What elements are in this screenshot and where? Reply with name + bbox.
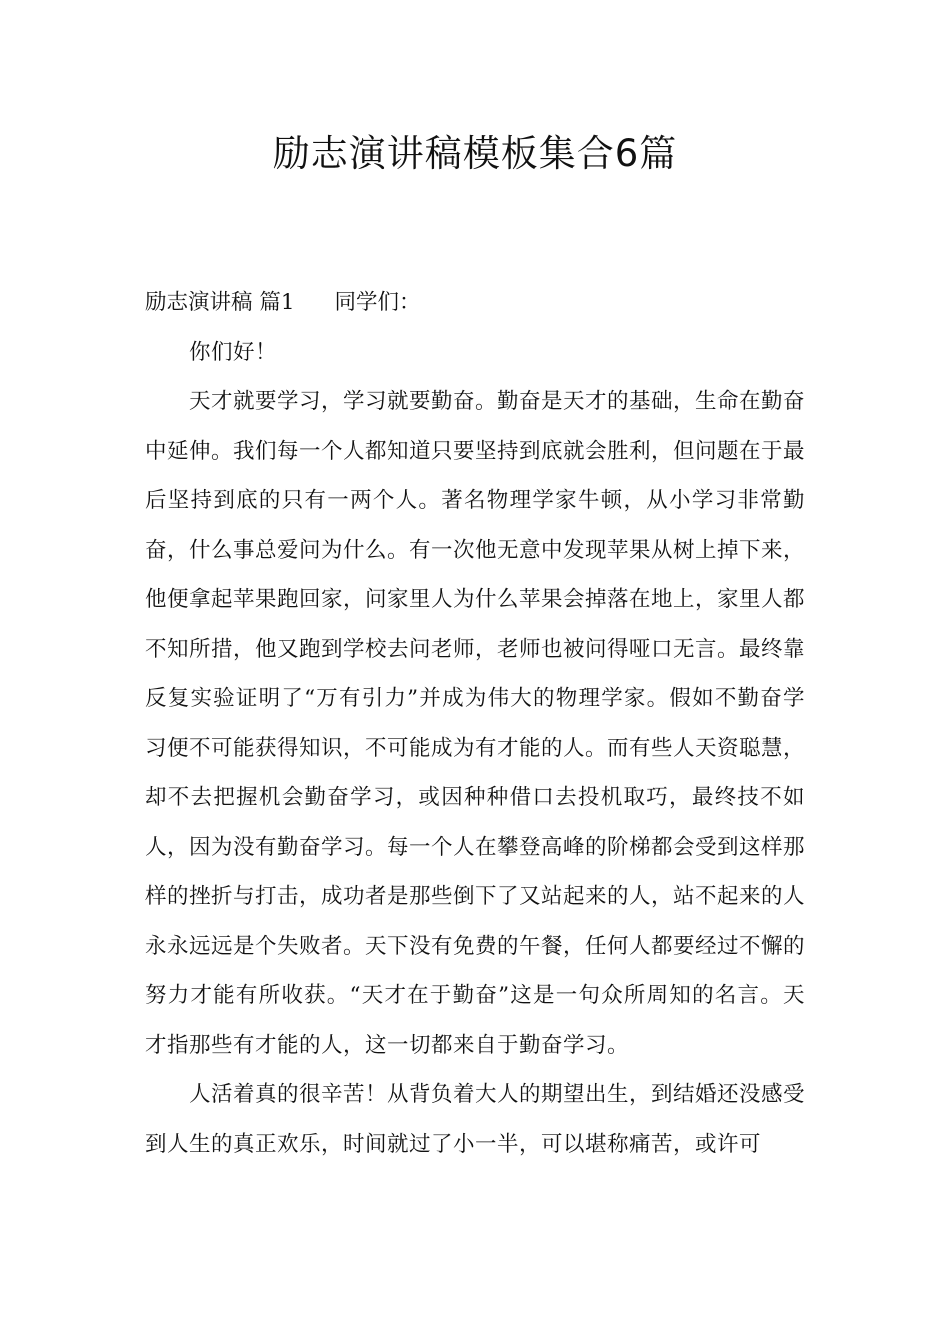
document-body	[145, 278, 805, 1169]
paragraph-main: 天才就要学习，学习就要勤奋。勤奋是天才的基础，生命在勤奋中延伸。我们每一个人都知道只要坚持到底就会胜利，但问题在于最后坚持到底的只有一两个人。著名物理学家牛顿，从小学习非常勤奋，什么事总爱问为什么。有一次他无意中发现苹果从树上掉下来，他便拿起苹果跑回家，问家里人为什么苹果会掉落在地上，家里人都不知所措，他又跑到学校去问老师，老师也被问得哑口无言。最终靠反复实验证明了“万有引力”并成为伟大的物理学家。假如不勤奋学习便不可能获得知识，不可能成为有才能的人。而有些人天资聪慧，却不去把握机会勤奋学习，或因种种借口去投机取巧，最终技不如人，因为没有勤奋学习。每一个人在攀登高峰的阶梯都会受到这样那样的挫折与打击，成功者是那些倒下了又站起来的人，站不起来的人永永远远是个失败者。天下没有免费的午餐，任何人都要经过不懈的努力才能有所收获。“天才在于勤奋”这是一句众所周知的名言。天才指那些有才能的人，这一切都来自于勤奋学习。	[145, 389, 806, 1058]
section-label: 励志演讲稿 篇1	[145, 290, 295, 315]
salutation: 同学们：	[334, 290, 421, 315]
paragraph-continued: 人活着真的很辛苦！从背负着大人的期望出生，到结婚还没感受到人生的真正欢乐，时间就过了小一半，可以堪称痛苦，或许可	[145, 1082, 806, 1157]
document-title: 励志演讲稿模板集合6篇	[272, 132, 678, 175]
paragraph-greeting: 你们好！	[189, 339, 278, 365]
section-heading	[145, 278, 805, 328]
